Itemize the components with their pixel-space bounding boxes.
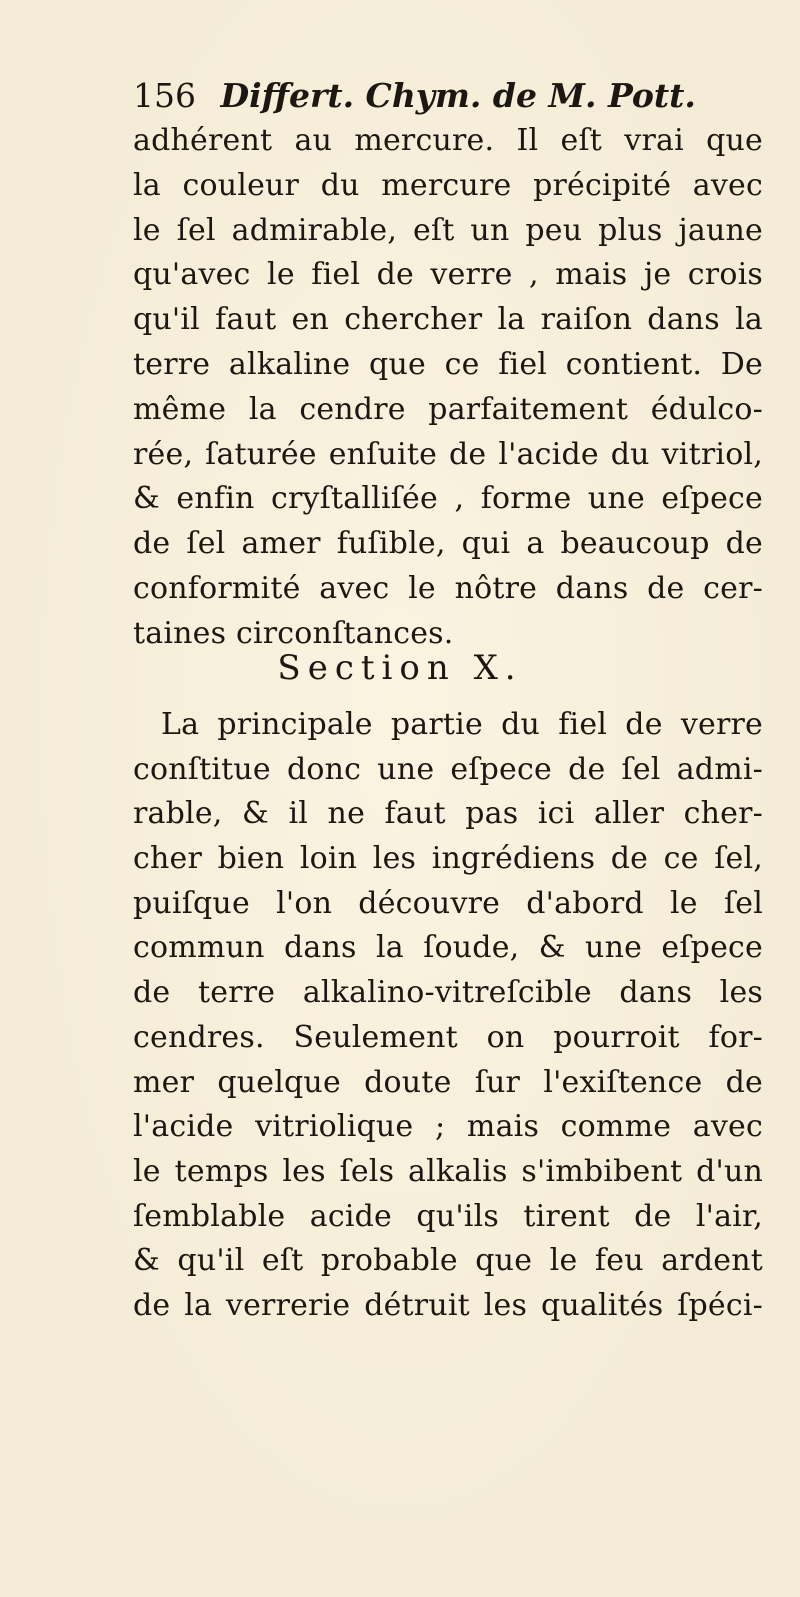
text-line: cendres. Seulement on pourroit for- — [133, 1019, 763, 1055]
text-line: rable, & il ne faut pas ici aller cher- — [133, 796, 763, 832]
text-line: conſtitue donc une eſpece de ſel admi- — [133, 751, 763, 787]
text-line: le ſel admirable, eſt un peu plus jaune — [133, 212, 763, 248]
page-number: 156 — [133, 76, 196, 115]
text-line: le temps les ſels alkalis s'imbibent d'un — [133, 1153, 763, 1189]
text-line: & enfin cryſtalliſée , forme une eſpece — [133, 481, 763, 517]
text-line: de la verrerie détruit les qualités ſpéci- — [133, 1287, 763, 1323]
text-line: l'acide vitriolique ; mais comme avec — [133, 1109, 763, 1145]
text-line: La principale partie du fiel de verre — [161, 707, 763, 742]
running-title: Differt. Chym. de M. Pott. — [220, 76, 696, 115]
text-line: mer quelque doute ſur l'exiſtence de — [133, 1064, 763, 1100]
text-line: de ſel amer fuſible, qui a beaucoup de — [133, 526, 763, 562]
text-line: la couleur du mercure précipité avec — [133, 167, 763, 203]
page-header — [133, 76, 696, 115]
text-line: adhérent au mercure. Il eſt vrai que — [133, 123, 763, 158]
text-line: qu'avec le fiel de verre , mais je crois — [133, 257, 763, 293]
text-line: même la cendre parfaitement édulco- — [133, 391, 763, 427]
text-line: taines circonſtances. — [133, 615, 454, 651]
text-line: ſemblable acide qu'ils tirent de l'air, — [133, 1198, 763, 1234]
section-heading: Section X. — [277, 648, 523, 688]
text-line: de terre alkalino-vitreſcible dans les — [133, 975, 763, 1011]
text-line: conformité avec le nôtre dans de cer- — [133, 570, 763, 606]
text-line: puiſque l'on découvre d'abord le ſel — [133, 885, 763, 921]
text-line: qu'il faut en chercher la raiſon dans la — [133, 302, 763, 338]
text-line: cher bien loin les ingrédiens de ce ſel, — [133, 841, 763, 877]
section-paragraph — [133, 703, 763, 1329]
text-line: terre alkaline que ce fiel contient. De — [133, 346, 763, 382]
paragraph-continued — [133, 119, 763, 657]
text-line: & qu'il eſt probable que le feu ardent — [133, 1243, 763, 1279]
text-line: commun dans la ſoude, & une eſpece — [133, 930, 763, 966]
text-line: rée, ſaturée enſuite de l'acide du vitriol, — [133, 436, 763, 472]
